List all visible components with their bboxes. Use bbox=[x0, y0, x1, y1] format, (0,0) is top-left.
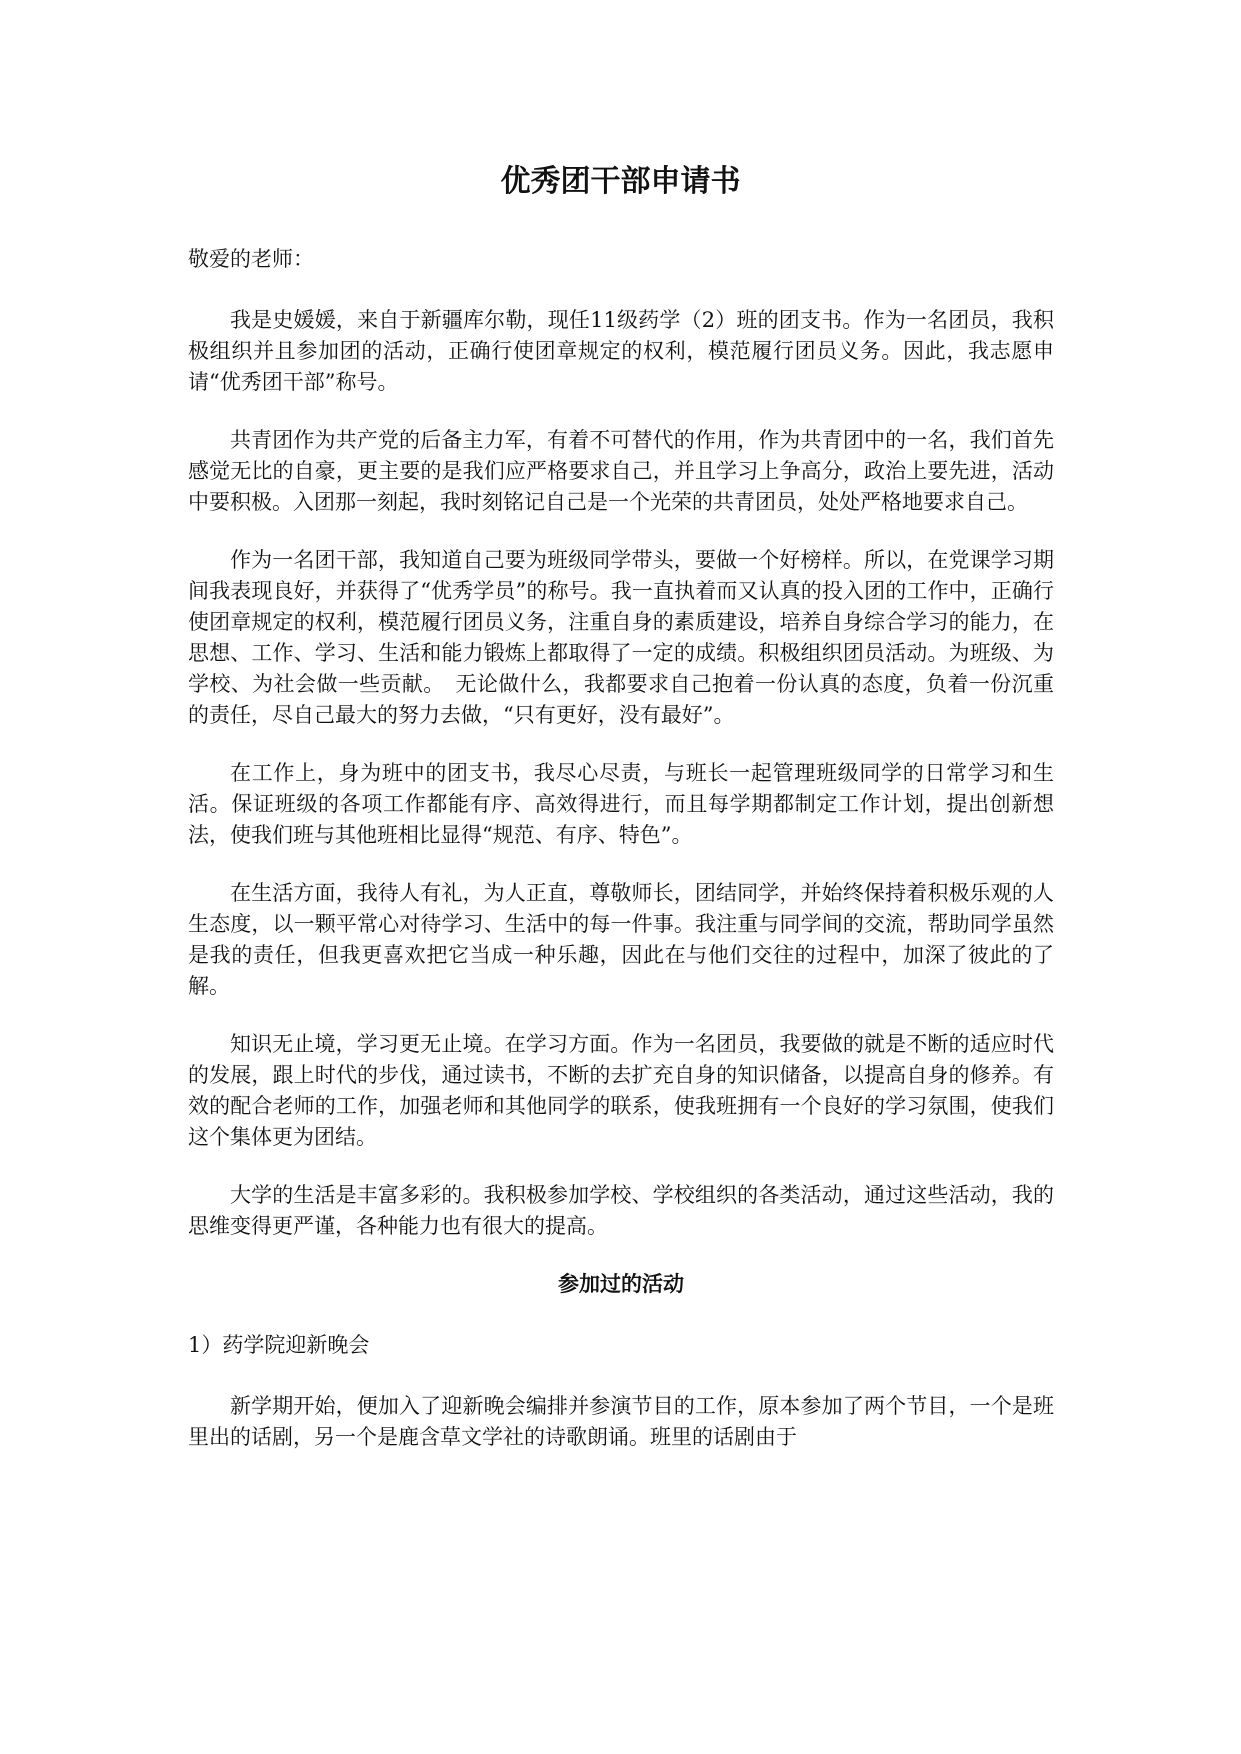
activities-heading: 参加过的活动 bbox=[558, 1272, 684, 1296]
paragraph-introduction: 我是史媛媛，来自于新疆库尔勒，现任11级药学（2）班的团支书。作为一名团员，我积极组织并且参加团的活动，正确行使团章规定的权利，模范履行团员义务。因此，我志愿申请“优秀团干部”称号。 bbox=[188, 308, 1054, 394]
paragraph-work: 在工作上，身为班中的团支书，我尽心尽责，与班长一起管理班级同学的日常学习和生活。保证班级的各项工作都能有序、高效得进行，而且每学期都制定工作计划，提出创新想法，使我们班与其他班相比显得“规范、有序、特色”。 bbox=[188, 761, 1054, 847]
paragraph-youth-league: 共青团作为共产党的后备主力军，有着不可替代的作用，作为共青团中的一名，我们首先感觉无比的自豪，更主要的是我们应严格要求自己，并且学习上争高分，政治上要先进，活动中要积极。入团那一刻起，我时刻铭记自己是一个光荣的共青团员，处处严格地要求自己。 bbox=[188, 428, 1054, 514]
paragraph-study: 知识无止境，学习更无止境。在学习方面。作为一名团员，我要做的就是不断的适应时代的发展，跟上时代的步伐，通过读书，不断的去扩充自身的知识储备，以提高自身的修养。有效的配合老师的工作，加强老师和其他同学的联系，使我班拥有一个良好的学习氛围，使我们这个集体更为团结。 bbox=[188, 1032, 1054, 1149]
paragraph-cadre-role: 作为一名团干部，我知道自己要为班级同学带头，要做一个好榜样。所以，在党课学习期间我表现良好，并获得了“优秀学员”的称号。我一直执着而又认真的投入团的工作中，正确行使团章规定的权利，模范履行团员义务，注重自身的素质建设，培养自身综合学习的能力，在思想、工作、学习、生活和能力锻炼上都取得了一定的成绩。积极组织团员活动。为班级、为学校、为社会做一些贡献。 无论做什么，我都要求自己抱着一份认真的态度，负着一份沉重的责任，尽自己最大的努力去做，“只有更好，没有最好”。 bbox=[188, 548, 1054, 727]
paragraph-university-life: 大学的生活是丰富多彩的。我积极参加学校、学校组织的各类活动，通过这些活动，我的思维变得更严谨，各种能力也有很大的提高。 bbox=[188, 1183, 1054, 1238]
activity-title: 1）药学院迎新晚会 bbox=[188, 1333, 370, 1357]
salutation: 敬爱的老师： bbox=[188, 247, 314, 271]
document-body bbox=[188, 244, 1054, 1480]
activity-description: 新学期开始，便加入了迎新晚会编排并参演节目的工作，原本参加了两个节目，一个是班里出的话剧，另一个是鹿含草文学社的诗歌朗诵。班里的话剧由于 bbox=[188, 1394, 1054, 1449]
document-title: 优秀团干部申请书 bbox=[500, 164, 741, 199]
paragraph-life: 在生活方面，我待人有礼，为人正直，尊敬师长，团结同学，并始终保持着积极乐观的人生态度，以一颗平常心对待学习、生活中的每一件事。我注重与同学间的交流，帮助同学虽然是我的责任，但我更喜欢把它当成一种乐趣，因此在与他们交往的过程中，加深了彼此的了解。 bbox=[188, 881, 1054, 998]
